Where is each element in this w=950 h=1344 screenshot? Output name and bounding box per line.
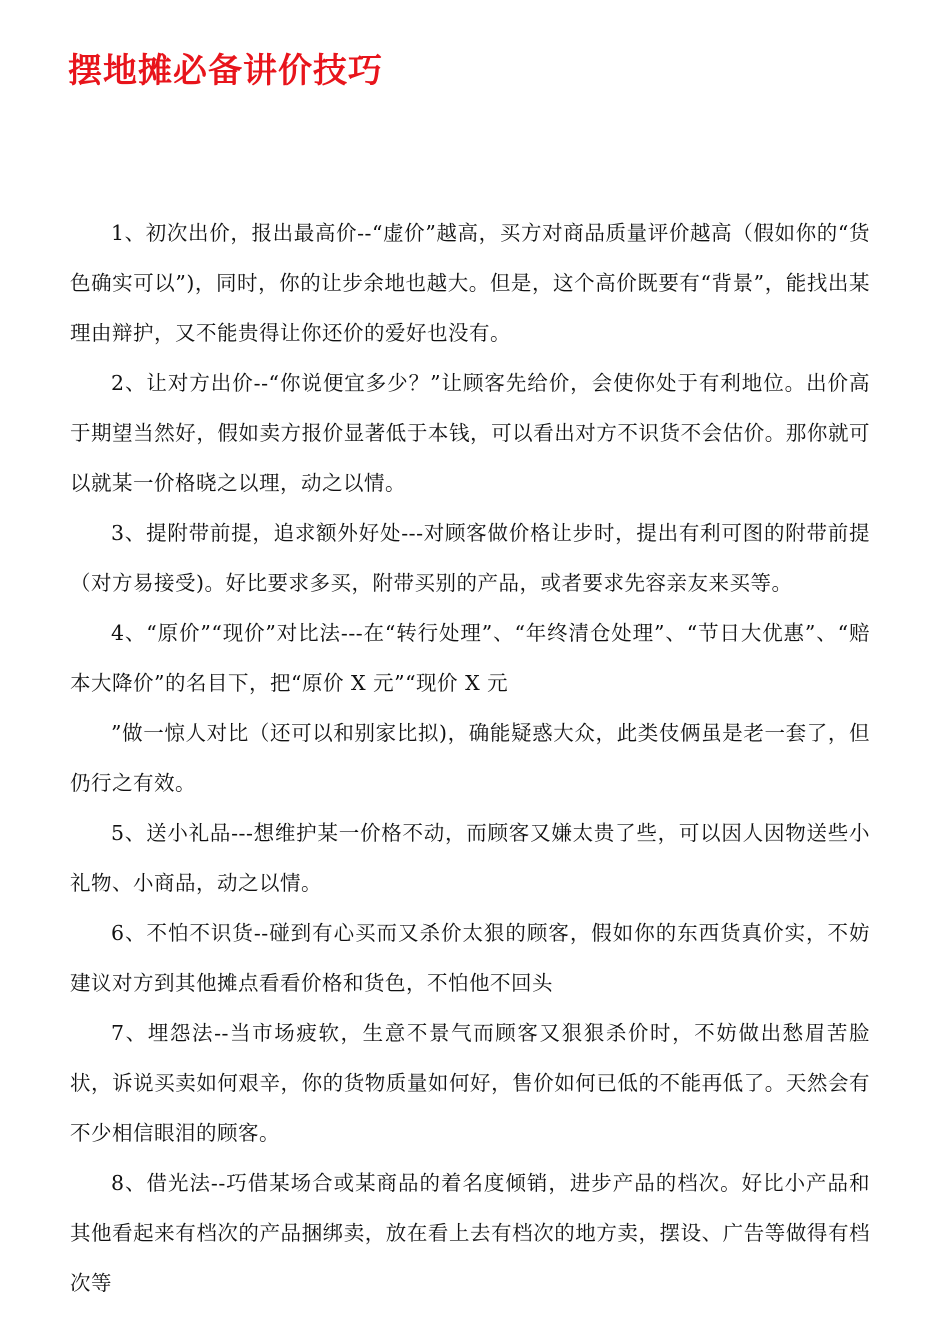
paragraph-7: 7、埋怨法--当市场疲软，生意不景气而顾客又狠狠杀价时，不妨做出愁眉苦脸状，诉说买卖如何艰辛，你的货物质量如何好，售价如何已低的不能再低了。天然会有不少相信眼泪的顾客。 — [70, 1021, 870, 1145]
document-title: 摆地摊必备讲价技巧 — [68, 51, 383, 91]
paragraph-6: 6、不怕不识货--碰到有心买而又杀价太狠的顾客，假如你的东西货真价实，不妨建议对方到其他摊点看看价格和货色，不怕他不回头 — [70, 921, 870, 995]
paragraph-8: 8、借光法--巧借某场合或某商品的着名度倾销，进步产品的档次。好比小产品和其他看起来有档次的产品捆绑卖，放在看上去有档次的地方卖，摆设、广告等做得有档次等 — [70, 1171, 870, 1295]
paragraph-5: 5、送小礼品---想维护某一价格不动，而顾客又嫌太贵了些，可以因人因物送些小礼物、小商品，动之以情。 — [70, 821, 870, 895]
document-body — [70, 208, 870, 1308]
paragraph-1: 1、初次出价，报出最高价--“虚价”越高，买方对商品质量评价越高（假如你的“货色确实可以”)，同时，你的让步余地也越大。但是，这个高价既要有“背景”，能找出某理由辩护，又不能贵得让你还价的爱好也没有。 — [70, 221, 870, 345]
paragraph-3: 3、提附带前提，追求额外好处---对顾客做价格让步时，提出有利可图的附带前提（对方易接受)。好比要求多买，附带买别的产品，或者要求先容亲友来买等。 — [70, 521, 870, 595]
paragraph-2: 2、让对方出价--“你说便宜多少？”让顾客先给价，会使你处于有利地位。出价高于期望当然好，假如卖方报价显著低于本钱，可以看出对方不识货不会估价。那你就可以就某一价格晓之以理，动之以情。 — [70, 371, 870, 495]
paragraph-4-continued: ”做一惊人对比（还可以和别家比拟)，确能疑惑大众，此类伎俩虽是老一套了，但仍行之有效。 — [70, 721, 870, 795]
paragraph-4: 4、“原价”“现价”对比法---在“转行处理”、“年终清仓处理”、“节日大优惠”、“赔本大降价”的名目下，把“原价 X 元”“现价 X 元 — [70, 621, 870, 695]
